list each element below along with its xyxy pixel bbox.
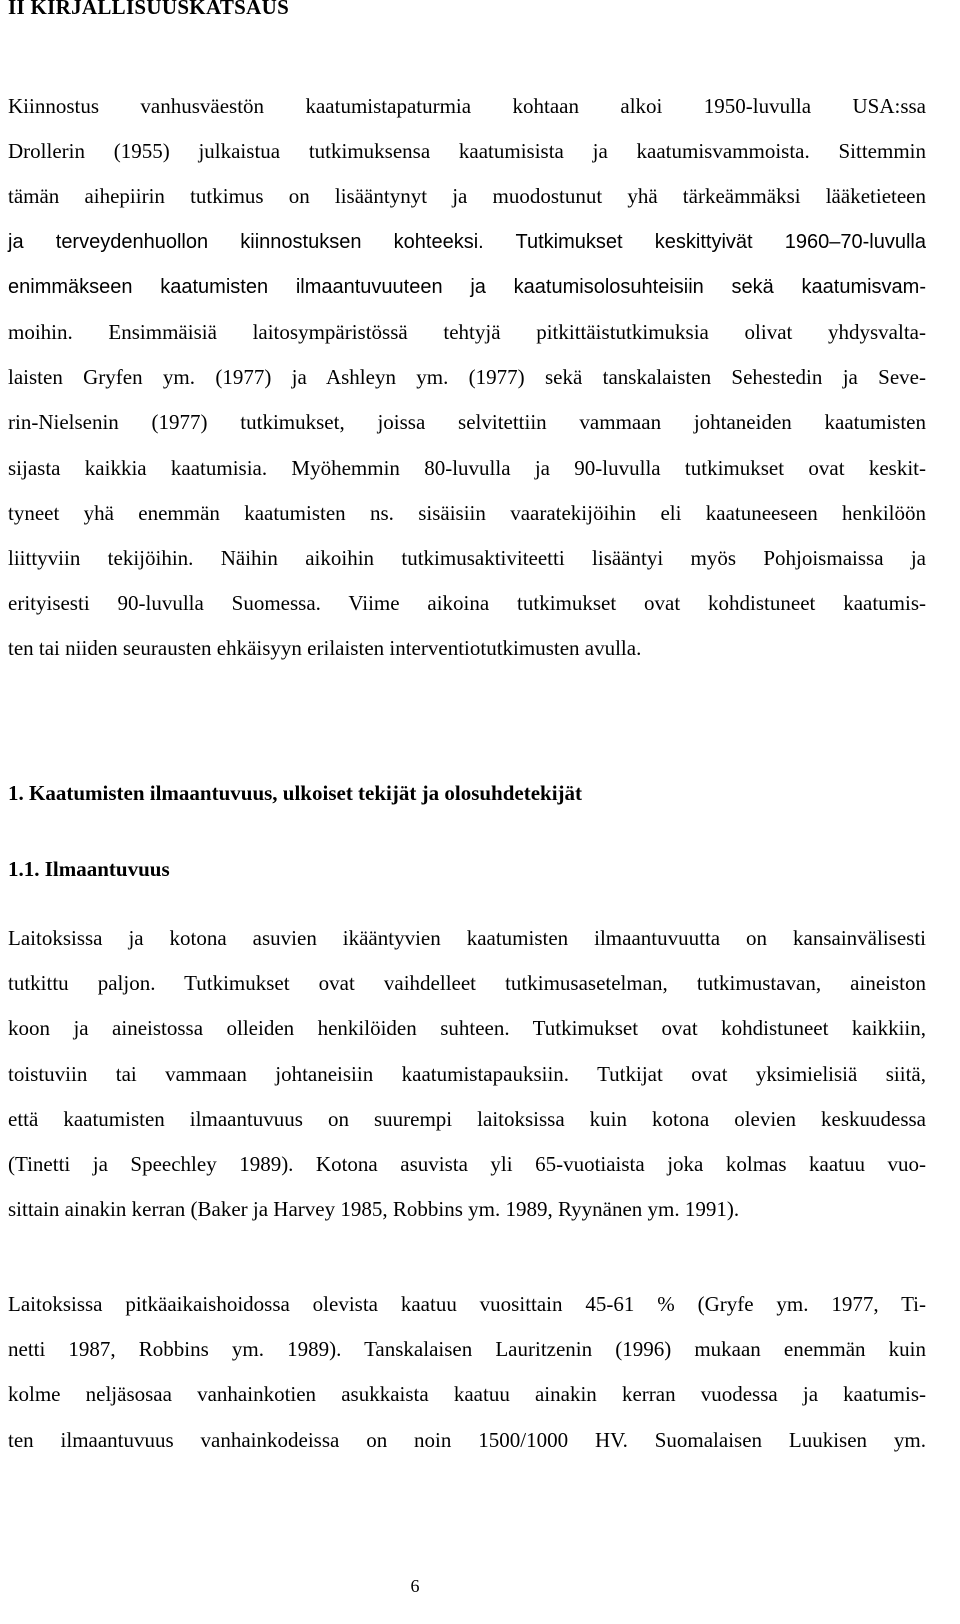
paragraph-line: ja terveydenhuollon kiinnostuksen kohteeksi. Tutkimukset keskittyivät 1960–70-luvulla [8,230,926,253]
section-heading: 1. Kaatumisten ilmaantuvuus, ulkoiset tekijät ja olosuhdetekijät [8,781,583,805]
paragraph-line: Laitoksissa pitkäaikaishoidossa olevista kaatuu vuosittain 45-61 % (Gryfe ym. 1977, Ti- [8,1292,926,1316]
paragraph-line: (Tinetti ja Speechley 1989). Kotona asuvista yli 65-vuotiaista joka kolmas kaatuu vuo- [8,1151,926,1176]
paragraph-line: moihin. Ensimmäisiä laitosympäristössä tehtyjä pitkittäistutkimuksia olivat yhdysvalta- [8,319,926,344]
paragraph-line: rin-Nielsenin (1977) tutkimukset, joissa selvitettiin vammaan johtaneiden kaatumisten [8,410,926,435]
subsection-heading: 1.1. Ilmaantuvuus [8,857,170,881]
paragraph-line: tämän aihepiirin tutkimus on lisääntynyt ja muodostunut yhä tärkeämmäksi lääketieteen [8,184,926,209]
paragraph-line: että kaatumisten ilmaantuvuus on suurempi laitoksissa kuin kotona olevien keskuudessa [8,1106,926,1131]
incidence-paragraph [8,916,926,1232]
page-number-container [0,1575,830,1597]
institution-paragraph [8,1282,926,1463]
paragraph-line: enimmäkseen kaatumisten ilmaantuvuuteen ja kaatumisolosuhteisiin sekä kaatumisvam- [8,275,926,298]
paragraph-line: sijasta kaikkia kaatumisia. Myöhemmin 80-luvulla ja 90-luvulla tutkimukset ovat keskit- [8,455,926,480]
paragraph-line: sittain ainakin kerran (Baker ja Harvey 1985, Robbins ym. 1989, Ryynänen ym. 1991). [8,1197,740,1222]
intro-paragraph [8,84,926,671]
paragraph-line: toistuviin tai vammaan johtaneisiin kaatumistapauksiin. Tutkijat ovat yksimielisiä siitä, [8,1061,926,1086]
paragraph-line: ten tai niiden seurausten ehkäisyyn erilaisten interventiotutkimusten avulla. [8,636,642,661]
paragraph-line: tutkittu paljon. Tutkimukset ovat vaihdelleet tutkimusasetelman, tutkimustavan, aineiston [8,971,926,996]
paragraph-line: netti 1987, Robbins ym. 1989). Tanskalaisen Lauritzenin (1996) mukaan enemmän kuin [8,1337,926,1362]
paragraph-line: liittyviin tekijöihin. Näihin aikoihin tutkimusaktiviteetti lisääntyi myös Pohjoismaissa ja [8,545,926,570]
paragraph-line: laisten Gryfen ym. (1977) ja Ashleyn ym. (1977) sekä tanskalaisten Sehestedin ja Seve- [8,365,926,390]
paragraph-line: koon ja aineistossa olleiden henkilöiden suhteen. Tutkimukset ovat kohdistuneet kaikkiin, [8,1016,926,1041]
paragraph-line: Drollerin (1955) julkaistua tutkimuksensa kaatumisista ja kaatumisvammoista. Sittemmin [8,139,926,164]
page-number: 6 [410,1576,420,1596]
paragraph-line: Laitoksissa ja kotona asuvien ikääntyvien kaatumisten ilmaantuvuutta on kansainvälisesti [8,926,926,950]
paragraph-line: Kiinnostus vanhusväestön kaatumistapaturmia kohtaan alkoi 1950-luvulla USA:ssa [8,94,926,118]
paragraph-line: erityisesti 90-luvulla Suomessa. Viime aikoina tutkimukset ovat kohdistuneet kaatumis- [8,591,926,616]
chapter-heading: II KIRJALLISUUSKATSAUS [8,0,290,19]
paragraph-line: ten ilmaantuvuus vanhainkodeissa on noin 1500/1000 HV. Suomalaisen Luukisen ym. [8,1427,926,1452]
paragraph-line: tyneet yhä enemmän kaatumisten ns. sisäisiin vaaratekijöihin eli kaatuneeseen henkilöön [8,500,926,525]
paragraph-line: kolme neljäsosaa vanhainkotien asukkaista kaatuu ainakin kerran vuodessa ja kaatumis- [8,1382,926,1407]
